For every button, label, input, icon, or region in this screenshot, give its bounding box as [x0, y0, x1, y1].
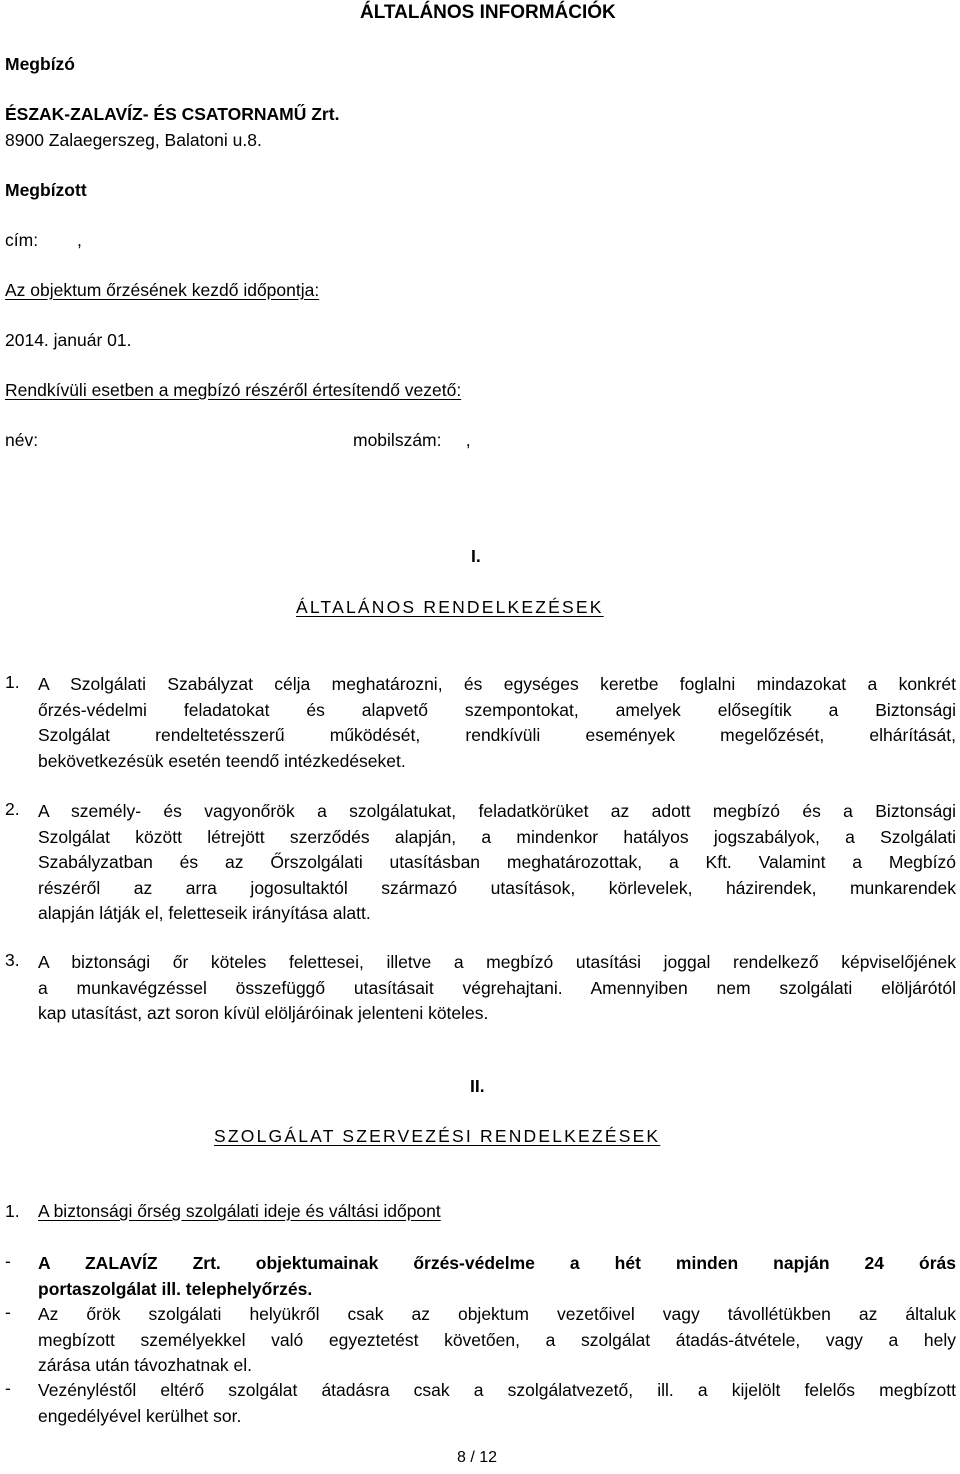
section-2-title: SZOLGÁLAT SZERVEZÉSI RENDELKEZÉSEK: [214, 1126, 661, 1146]
text-line: Vezényléstől eltérő szolgálat átadásra csak a szolgálatvezető, ill. a kijelölt felelős megbízott: [38, 1380, 956, 1400]
bullet-text: [38, 1302, 956, 1379]
guard-start-label: Az objektum őrzésének kezdő időpontja:: [5, 280, 320, 300]
item-number: 1.: [5, 672, 20, 692]
text-line: A személy- és vagyonőrök a szolgálatukat, feladatkörüket az adott megbízó és a Biztonsági: [38, 801, 956, 821]
text-line: megbízott személyekkel való egyeztetést követően, a szolgálat átadás-átvétele, vagy a hely: [38, 1329, 956, 1350]
text-line: bekövetkezésük esetén teendő intézkedéseket.: [38, 750, 406, 771]
contractor-label: Megbízott: [5, 180, 87, 200]
section-1-title: ÁLTALÁNOS RENDELKEZÉSEK: [296, 597, 604, 617]
text-line: kap utasítást, azt soron kívül elöljáróinak jelenteni köteles.: [38, 1003, 489, 1024]
text-line: portaszolgálat ill. telephelyőrzés.: [38, 1278, 313, 1299]
section-2-number: II.: [470, 1076, 485, 1096]
page-title: ÁLTALÁNOS INFORMÁCIÓK: [360, 2, 616, 23]
item-text: [38, 799, 956, 927]
emergency-mobile-label: mobilszám: ,: [353, 430, 471, 450]
item-number: 3.: [5, 950, 20, 970]
text-line: A biztonsági őr köteles felettesei, illetve a megbízó utasítási joggal rendelkező képviselőjének: [38, 952, 956, 972]
text-line: Szabályzatban és az Őrszolgálati utasításban meghatározottak, a Kft. Valamint a Megbízó: [38, 852, 956, 873]
bullet-dash: -: [5, 1251, 11, 1271]
text-line: Az őrök szolgálati helyükről csak az objektum vezetőivel vagy távollétükben az általuk: [38, 1304, 956, 1324]
emergency-contact-label: Rendkívüli esetben a megbízó részéről értesítendő vezető:: [5, 380, 462, 400]
guard-start-date: 2014. január 01.: [5, 330, 132, 350]
text-line: A Szolgálati Szabályzat célja meghatározni, és egységes keretbe foglalni mindazokat a konkrét: [38, 674, 956, 694]
client-label: Megbízó: [5, 54, 75, 74]
subsection-title: A biztonsági őrség szolgálati ideje és váltási időpont: [38, 1201, 441, 1221]
text-line: engedélyével kerülhet sor.: [38, 1405, 242, 1426]
item-text: [38, 950, 956, 1027]
text-line: a munkavégzéssel összefüggő utasításait végrehajtani. Amennyiben nem szolgálati elöljárótól: [38, 977, 956, 998]
subsection-number: 1.: [5, 1201, 20, 1221]
bullet-dash: -: [5, 1378, 11, 1398]
text-line: alapján látják el, feletteseik irányítása alatt.: [38, 903, 371, 924]
section-1-number: I.: [471, 546, 481, 566]
bullet-text: [38, 1251, 956, 1302]
text-line: Szolgálat között létrejött szerződés alapján, a mindenkor hatályos jogszabályok, a Szolgálati: [38, 826, 956, 847]
item-number: 2.: [5, 799, 20, 819]
contractor-address: cím: ,: [5, 230, 82, 250]
bullet-text: [38, 1378, 956, 1429]
text-line: Szolgálat rendeltetésszerű működését, rendkívüli események megelőzését, elhárítását,: [38, 725, 956, 746]
bullet-dash: -: [5, 1302, 11, 1322]
text-line: A ZALAVÍZ Zrt. objektumainak őrzés-védelme a hét minden napján 24 órás: [38, 1253, 956, 1273]
client-address: 8900 Zalaegerszeg, Balatoni u.8.: [5, 130, 262, 150]
text-line: zárása után távozhatnak el.: [38, 1355, 253, 1376]
text-line: őrzés-védelmi feladatokat és alapvető szempontokat, amelyek elősegítik a Biztonsági: [38, 699, 956, 720]
text-line: részéről az arra jogosultaktól származó utasítások, körlevelek, házirendek, munkarendek: [38, 877, 956, 898]
emergency-name-label: név:: [5, 430, 39, 450]
client-name: ÉSZAK-ZALAVÍZ- ÉS CSATORNAMŰ Zrt.: [5, 104, 340, 124]
page-number: 8 / 12: [457, 1449, 498, 1466]
item-text: [38, 672, 956, 774]
